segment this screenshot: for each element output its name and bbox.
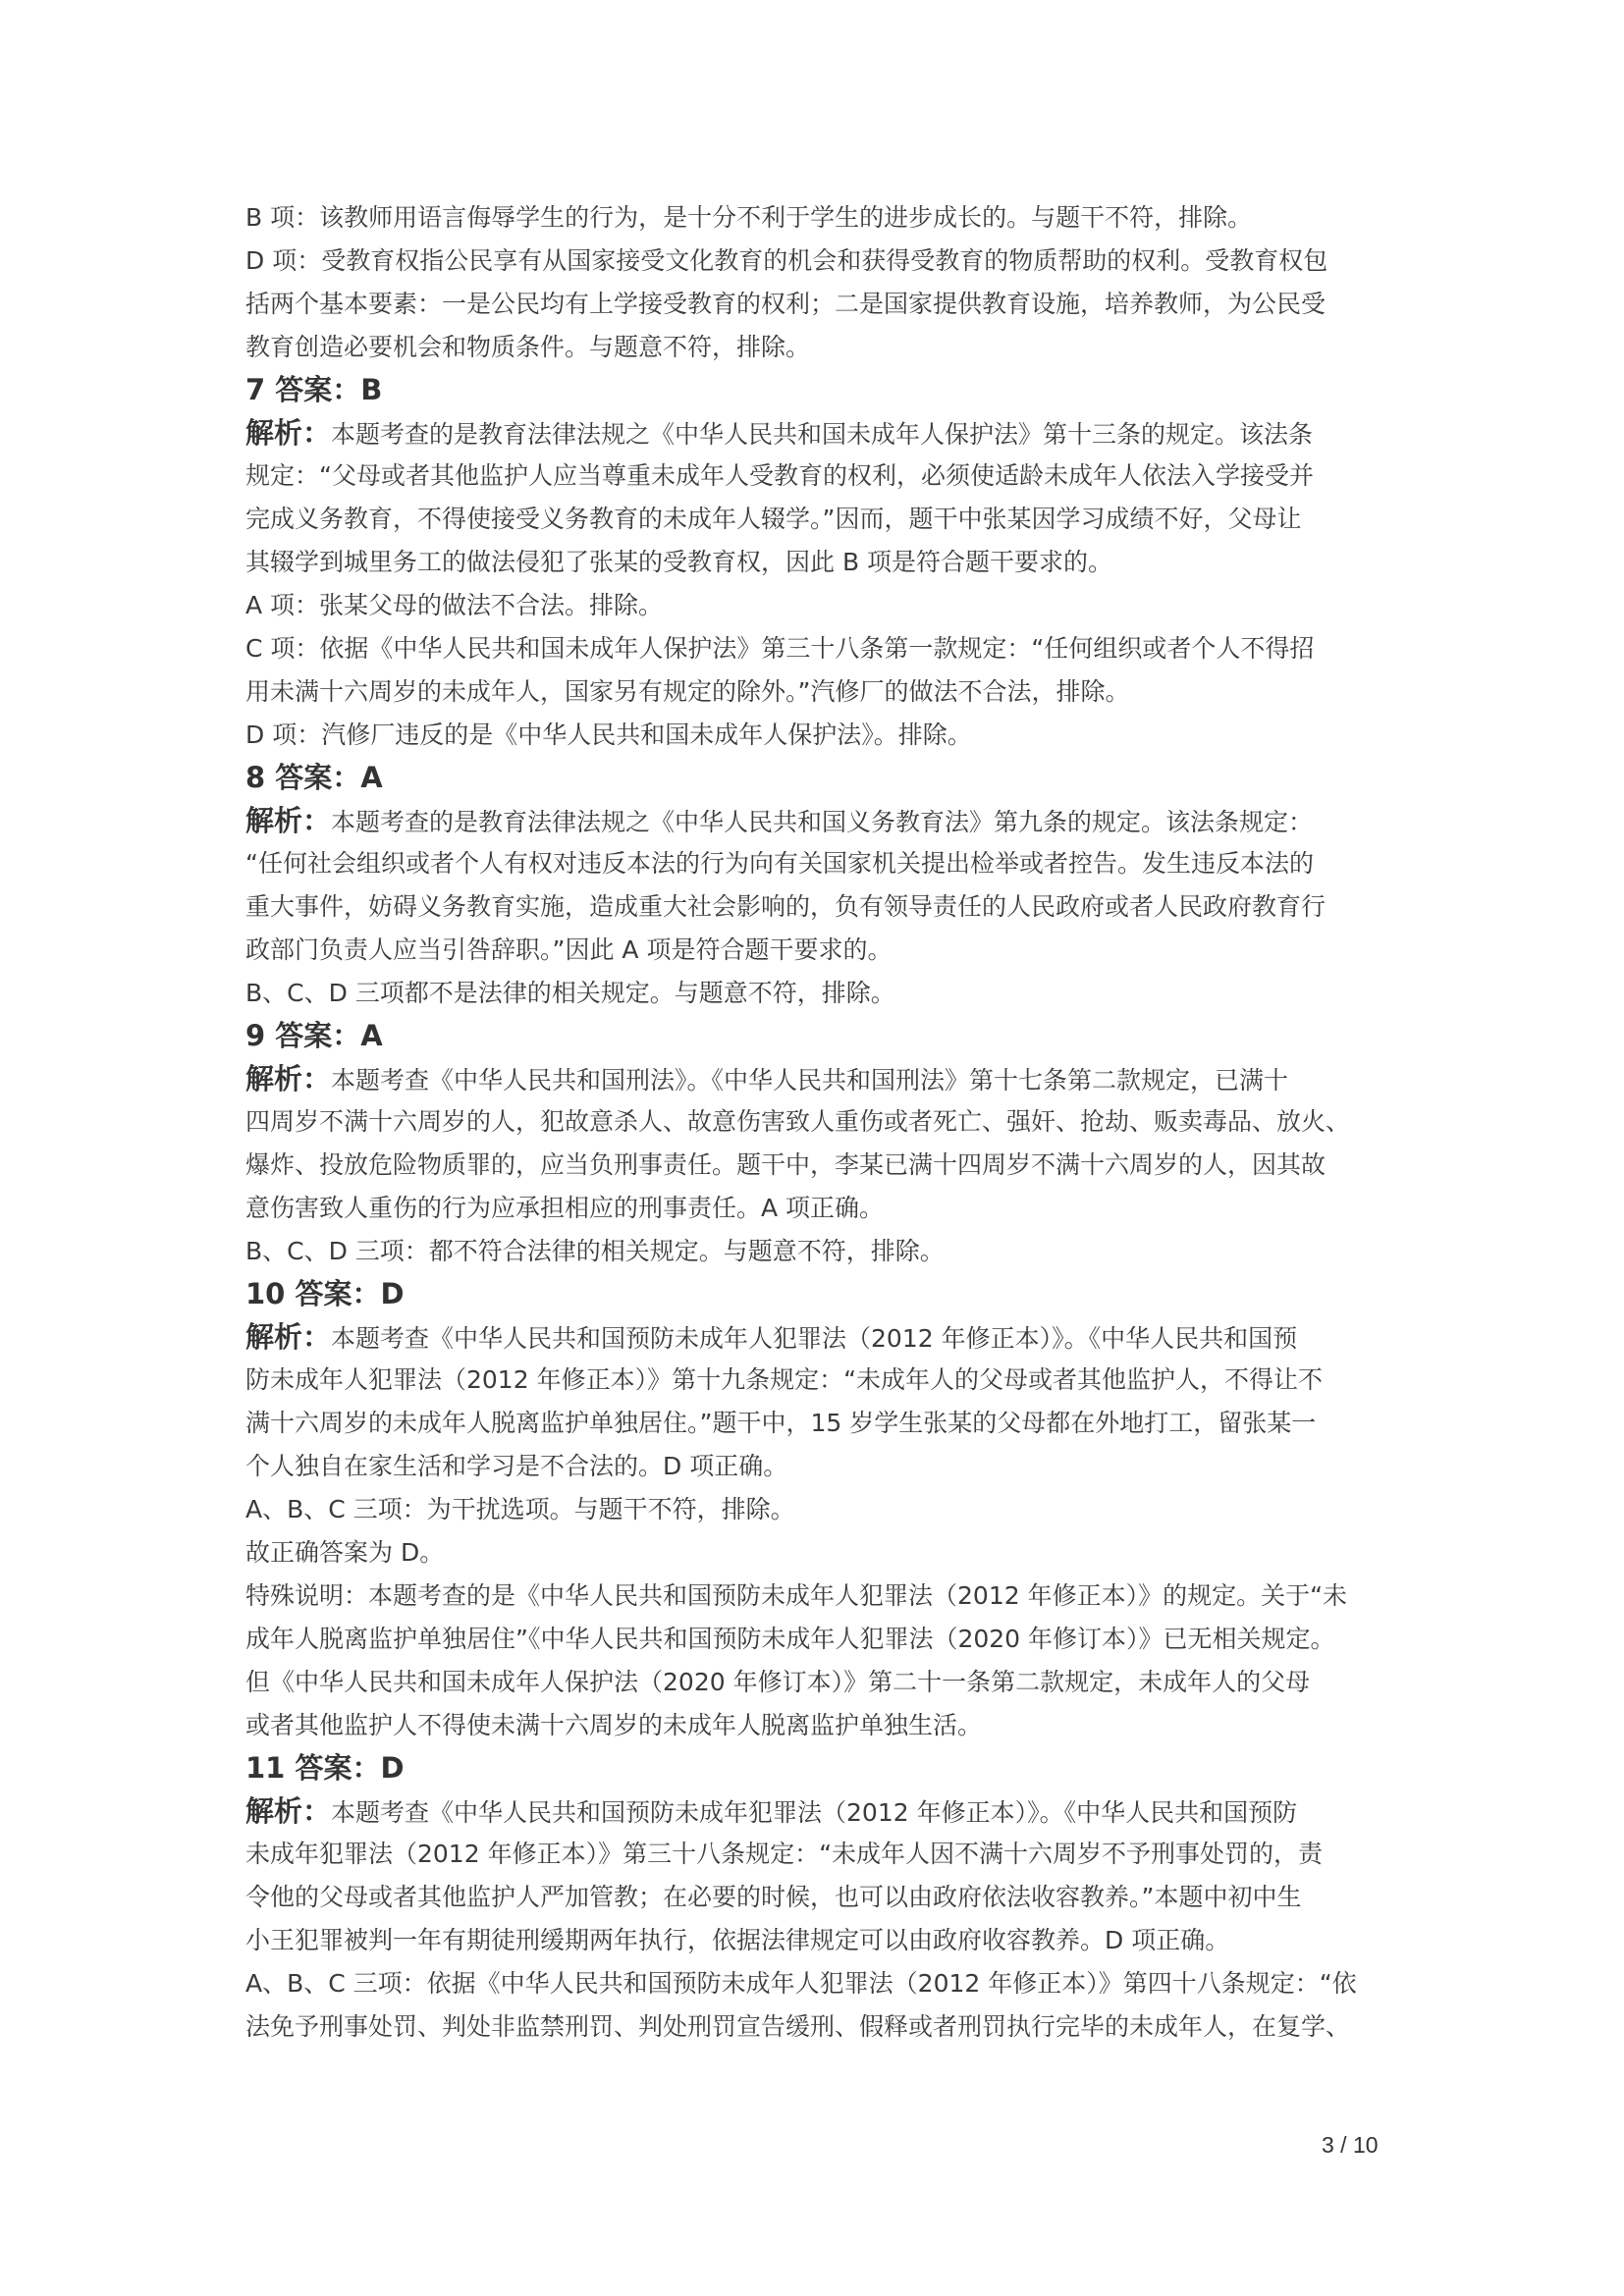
paragraph-line: 完成义务教育，不得使接受义务教育的未成年人辍学。”因而，题干中张某因学习成绩不好，父母让 — [245, 505, 1302, 533]
analysis-label: 解析： — [245, 1062, 332, 1095]
text-paragraph — [245, 972, 1384, 1015]
text-paragraph — [245, 1230, 1384, 1273]
answer-heading: 7 答案：B — [245, 373, 383, 406]
document-body — [245, 196, 1384, 2049]
analysis-paragraph — [245, 1315, 1384, 1488]
paragraph-line: C 项：依据《中华人民共和国未成年人保护法》第三十八条第一款规定：“任何组织或者个人不得招 — [245, 634, 1315, 663]
analysis-paragraph — [245, 799, 1384, 972]
paragraph-line: 教育创造必要机会和物质条件。与题意不符，排除。 — [245, 333, 811, 361]
paragraph-line: 成年人脱离监护单独居住”《中华人民共和国预防未成年人犯罪法（2020 年修订本）》已无相关规定。 — [245, 1625, 1335, 1653]
paragraph-line: 重大事件，妨碍义务教育实施，造成重大社会影响的，负有领导责任的人民政府或者人民政府教育行 — [245, 892, 1326, 921]
text-paragraph — [245, 714, 1384, 757]
text-paragraph — [245, 240, 1384, 369]
line-text: 本题考查《中华人民共和国预防未成年犯罪法（2012 年修正本）》。《中华人民共和国预防 — [331, 1798, 1298, 1827]
text-paragraph — [245, 1531, 1384, 1575]
paragraph-line: 令他的父母或者其他监护人严加管教；在必要的时候，也可以由政府依法收容教养。”本题中初中生 — [245, 1883, 1302, 1911]
line-text: 本题考查《中华人民共和国刑法》。《中华人民共和国刑法》第十七条第二款规定，已满十 — [331, 1066, 1289, 1095]
page-number: 3 / 10 — [1322, 2132, 1379, 2158]
analysis-paragraph — [245, 1789, 1384, 1962]
answer-heading: 8 答案：A — [245, 761, 383, 794]
paragraph-line: 或者其他监护人不得使未满十六周岁的未成年人脱离监护单独生活。 — [245, 1711, 983, 1739]
line-text: 本题考查《中华人民共和国预防未成年人犯罪法（2012 年修正本）》。《中华人民共和国预 — [331, 1324, 1298, 1353]
paragraph-line — [245, 411, 1384, 454]
paragraph-line: 爆炸、投放危险物质罪的，应当负刑事责任。题干中，李某已满十四周岁不满十六周岁的人，因其故 — [245, 1150, 1326, 1179]
paragraph-line: 用未满十六周岁的未成年人，国家另有规定的除外。”汽修厂的做法不合法，排除。 — [245, 677, 1130, 706]
analysis-label: 解析： — [245, 804, 332, 837]
text-paragraph — [245, 196, 1384, 240]
paragraph-line — [245, 799, 1384, 842]
paragraph-line: 个人独自在家生活和学习是不合法的。D 项正确。 — [245, 1452, 788, 1480]
text-paragraph — [245, 1488, 1384, 1531]
paragraph-line: 故正确答案为 D。 — [245, 1538, 445, 1567]
paragraph-line: 法免予刑事处罚、判处非监禁刑罚、判处刑罚宣告缓刑、假释或者刑罚执行完毕的未成年人，在复学、 — [245, 2012, 1351, 2041]
text-paragraph — [245, 627, 1384, 714]
paragraph-line: 未成年犯罪法（2012 年修正本）》第三十八条规定：“未成年人因不满十六周岁不予刑事处罚的，责 — [245, 1840, 1324, 1868]
paragraph-line: “任何社会组织或者个人有权对违反本法的行为向有关国家机关提出检举或者控告。发生违反本法的 — [245, 849, 1314, 878]
analysis-label: 解析： — [245, 1320, 332, 1354]
paragraph-line: B、C、D 三项都不是法律的相关规定。与题意不符，排除。 — [245, 979, 895, 1007]
answer-heading: 9 答案：A — [245, 1019, 383, 1052]
paragraph-line: 规定：“父母或者其他监护人应当尊重未成年人受教育的权利，必须使适龄未成年人依法入学接受并 — [245, 461, 1314, 490]
paragraph-line — [245, 1057, 1384, 1100]
analysis-label: 解析： — [245, 416, 332, 450]
text-paragraph — [245, 584, 1384, 627]
paragraph-line: 特殊说明：本题考查的是《中华人民共和国预防未成年人犯罪法（2012 年修正本）》的规定。关于“未 — [245, 1581, 1348, 1610]
text-paragraph — [245, 1962, 1384, 2049]
paragraph-line: B、C、D 三项：都不符合法律的相关规定。与题意不符，排除。 — [245, 1237, 945, 1265]
paragraph-line: 括两个基本要素：一是公民均有上学接受教育的权利；二是国家提供教育设施，培养教师，为公民受 — [245, 290, 1326, 318]
answer-heading: 10 答案：D — [245, 1277, 405, 1310]
paragraph-line — [245, 1315, 1384, 1359]
line-text: 本题考查的是教育法律法规之《中华人民共和国义务教育法》第九条的规定。该法条规定： — [331, 808, 1314, 836]
paragraph-line: A、B、C 三项：为干扰选项。与题干不符，排除。 — [245, 1495, 795, 1523]
paragraph-line: A、B、C 三项：依据《中华人民共和国预防未成年人犯罪法（2012 年修正本）》第四十八条规定：“依 — [245, 1969, 1357, 1998]
paragraph-line: 政部门负责人应当引咎辞职。”因此 A 项是符合题干要求的。 — [245, 935, 893, 964]
answer-heading: 11 答案：D — [245, 1751, 405, 1785]
analysis-paragraph — [245, 1057, 1384, 1230]
paragraph-line: 四周岁不满十六周岁的人，犯故意杀人、故意伤害致人重伤或者死亡、强奸、抢劫、贩卖毒品、放火、 — [245, 1107, 1351, 1136]
paragraph-line — [245, 1789, 1384, 1833]
paragraph-line: 防未成年人犯罪法（2012 年修正本）》第十九条规定：“未成年人的父母或者其他监护人，不得让不 — [245, 1365, 1324, 1394]
paragraph-line: 其辍学到城里务工的做法侵犯了张某的受教育权，因此 B 项是符合题干要求的。 — [245, 548, 1113, 576]
line-text: 本题考查的是教育法律法规之《中华人民共和国未成年人保护法》第十三条的规定。该法条 — [331, 420, 1314, 449]
paragraph-line: 小王犯罪被判一年有期徒刑缓期两年执行，依据法律规定可以由政府收容教养。D 项正确。 — [245, 1926, 1230, 1954]
paragraph-line: A 项：张某父母的做法不合法。排除。 — [245, 591, 664, 619]
text-paragraph — [245, 1575, 1384, 1747]
analysis-paragraph — [245, 411, 1384, 584]
paragraph-line: B 项：该教师用语言侮辱学生的行为，是十分不利于学生的进步成长的。与题干不符，排除。 — [245, 203, 1253, 232]
paragraph-line: 满十六周岁的未成年人脱离监护单独居住。”题干中，15 岁学生张某的父母都在外地打工，留张某一 — [245, 1409, 1317, 1437]
analysis-label: 解析： — [245, 1794, 332, 1828]
paragraph-line: D 项：受教育权指公民享有从国家接受文化教育的机会和获得受教育的物质帮助的权利。受教育权包 — [245, 246, 1328, 275]
paragraph-line: D 项：汽修厂违反的是《中华人民共和国未成年人保护法》。排除。 — [245, 721, 972, 749]
paragraph-line: 但《中华人民共和国未成年人保护法（2020 年修订本）》第二十一条第二款规定，未成年人的父母 — [245, 1668, 1311, 1696]
paragraph-line: 意伤害致人重伤的行为应承担相应的刑事责任。A 项正确。 — [245, 1194, 885, 1222]
